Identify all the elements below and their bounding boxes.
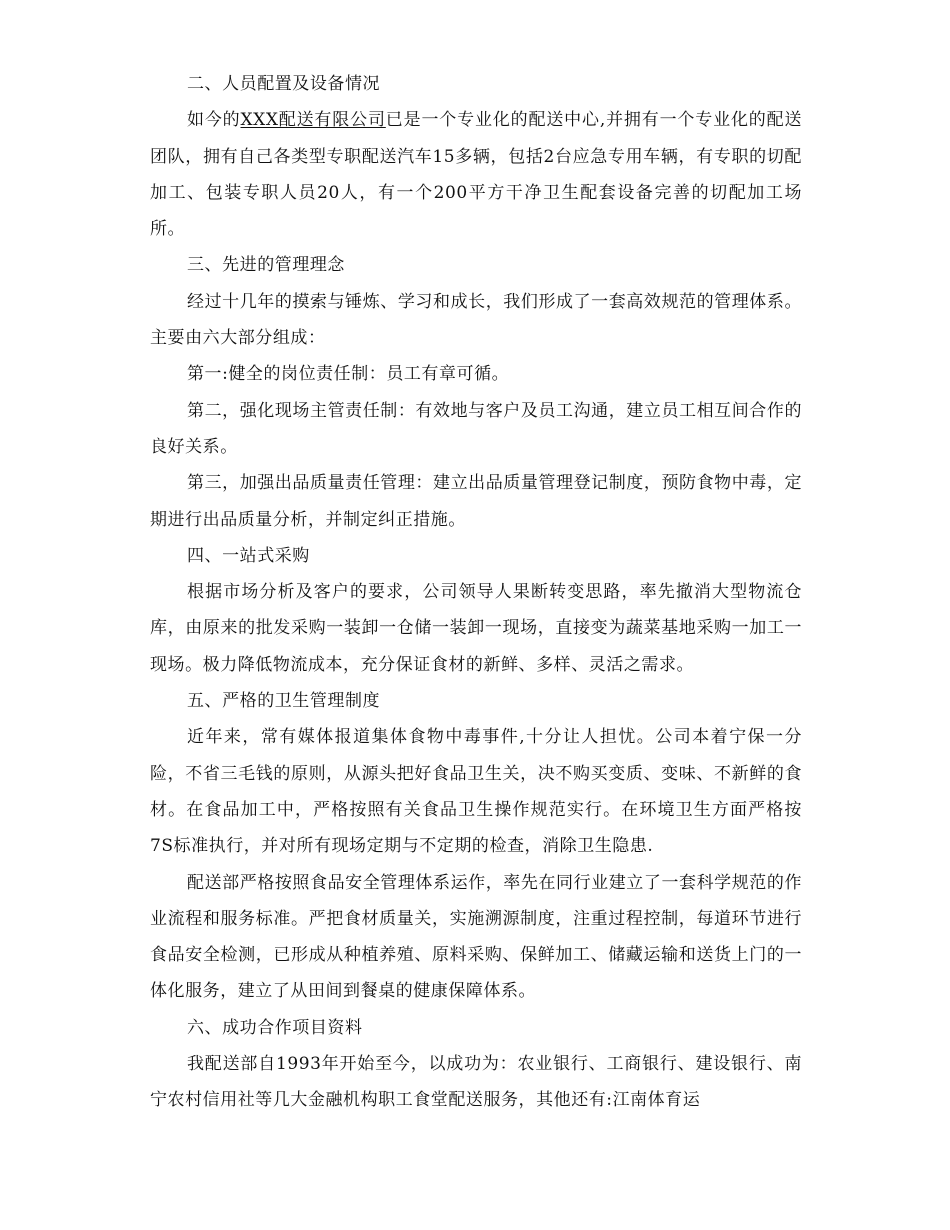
paragraph: 第二，强化现场主管责任制：有效地与客户及员工沟通，建立员工相互间合作的良好关系。: [150, 400, 802, 457]
section-heading: 六、成功合作项目资料: [187, 1017, 363, 1038]
paragraph: [150, 102, 802, 247]
section-heading: 五、严格的卫生管理制度: [187, 691, 381, 712]
paragraph: 经过十几年的摸索与锤炼、学习和成长，我们形成了一套高效规范的管理体系。主要由六大部分组成：: [150, 291, 802, 349]
paragraph: 第一:健全的岗位责任制：员工有章可循。: [187, 364, 510, 385]
section-heading: 三、先进的管理理念: [187, 255, 345, 276]
section-heading: 二、人员配置及设备情况: [187, 74, 381, 94]
paragraph: 我配送部自1993年开始至今，以成功为：农业银行、工商银行、建设银行、南宁农村信用社等几大金融机构职工食堂配送服务，其他还有:江南体育运: [150, 1054, 802, 1111]
document-body: [150, 66, 802, 1119]
paragraph: 配送部严格按照食品安全管理体系运作，率先在同行业建立了一套科学规范的作业流程和服务标准。严把食材质量关，实施溯源制度，注重过程控制，每道环节进行食品安全检测，已形成从种植养殖、原料采购、保鲜加工、储藏运输和送货上门的一体化服务，建立了从田间到餐桌的健康保障体系。: [150, 872, 802, 1002]
paragraph: 近年来，常有媒体报道集体食物中毒事件,十分让人担忧。公司本着宁保一分险，不省三毛钱的原则，从源头把好食品卫生关，决不购买变质、变味、不新鲜的食材。在食品加工中，严格按照有关食品卫生操作规范实行。在环境卫生方面严格按7S标准执行，并对所有现场定期与不定期的检查，消除卫生隐患.: [150, 727, 802, 857]
paragraph: 根据市场分析及客户的要求，公司领导人果断转变思路，率先撤消大型物流仓库，由原来的批发采购一装卸一仓储一装卸一现场，直接变为蔬菜基地采购一加工一现场。极力降低物流成本，充分保证食材的新鲜、多样、灵活之需求。: [150, 582, 802, 675]
paragraph: 第三，加强出品质量责任管理：建立出品质量管理登记制度，预防食物中毒，定期进行出品质量分析，并制定纠正措施。: [150, 473, 802, 530]
paragraph-prefix: 如今的: [187, 110, 241, 131]
paragraph-text: 已是一个专业化的配送中心,并拥有一个专业化的配送团队，拥有自己各类型专职配送汽车15多辆，包括2台应急专用车辆，有专职的切配加工、包装专职人员20人，有一个200平方干净卫生配套设备完善的切配加工场所。: [150, 110, 802, 240]
section-heading: 四、一站式采购: [187, 545, 310, 566]
company-name-link[interactable]: XXX配送有限公司: [240, 110, 386, 131]
